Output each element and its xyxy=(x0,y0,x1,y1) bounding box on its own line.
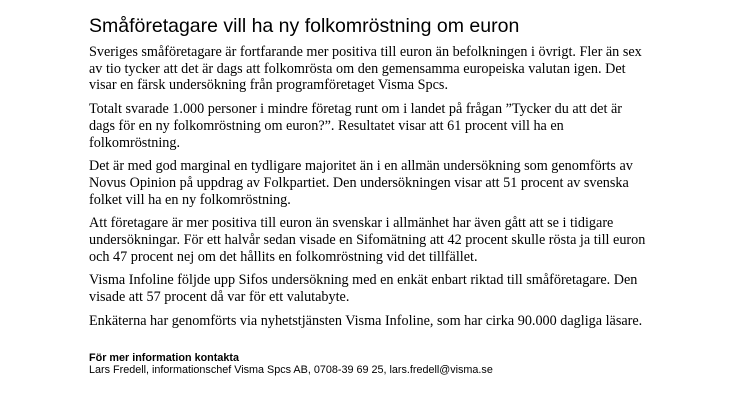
article-title: Småföretagare vill ha ny folkomröstning om euron xyxy=(89,15,520,37)
paragraph-novus-comparison: Det är med god marginal en tydligare majoritet än i en allmän undersökning som genomförts av Novus Opinion på uppdrag av Folkpartiet. Den undersökningen visar att 51 procent av svenska folket vill ha en ny folkomröstning. xyxy=(89,158,633,208)
contact-details: Lars Fredell, informationschef Visma Spcs AB, 0708-39 69 25, lars.fredell@visma.se xyxy=(89,363,493,376)
paragraph-survey-results: Totalt svarade 1.000 personer i mindre företag runt om i landet på frågan ”Tycker du att det är dags för en ny folkomröstning om euron?”. Resultatet visar att 61 procent vill ha en folkomröstning. xyxy=(89,101,622,151)
article-body xyxy=(89,44,649,330)
contact-heading: För mer information kontakta xyxy=(89,351,239,364)
press-release xyxy=(89,14,649,376)
paragraph-readership: Enkäterna har genomförts via nyhetstjänsten Visma Infoline, som har cirka 90.000 dagliga läsare. xyxy=(89,312,643,329)
paragraph-sifo-comparison: Att företagare är mer positiva till euron än svenskar i allmänhet har även gått att se i tidigare undersökningar. För ett halvår sedan visade en Sifomätning att 42 procent skulle rösta ja till euron och 47 procent nej om det hållits en folkomröstning vid det tillfället. xyxy=(89,215,646,265)
paragraph-infoline-followup: Visma Infoline följde upp Sifos undersökning med en enkät enbart riktad till småföretagare. Den visade att 57 procent då var för ett valutabyte. xyxy=(89,272,638,306)
paragraph-intro: Sveriges småföretagare är fortfarande mer positiva till euron än befolkningen i övrigt. Fler än sex av tio tycker att det är dags att folkomrösta om den gemensamma europeiska valutan igen. Det visar en färsk undersökning från programföretaget Visma Spcs. xyxy=(89,44,642,94)
contact-section xyxy=(89,352,649,376)
